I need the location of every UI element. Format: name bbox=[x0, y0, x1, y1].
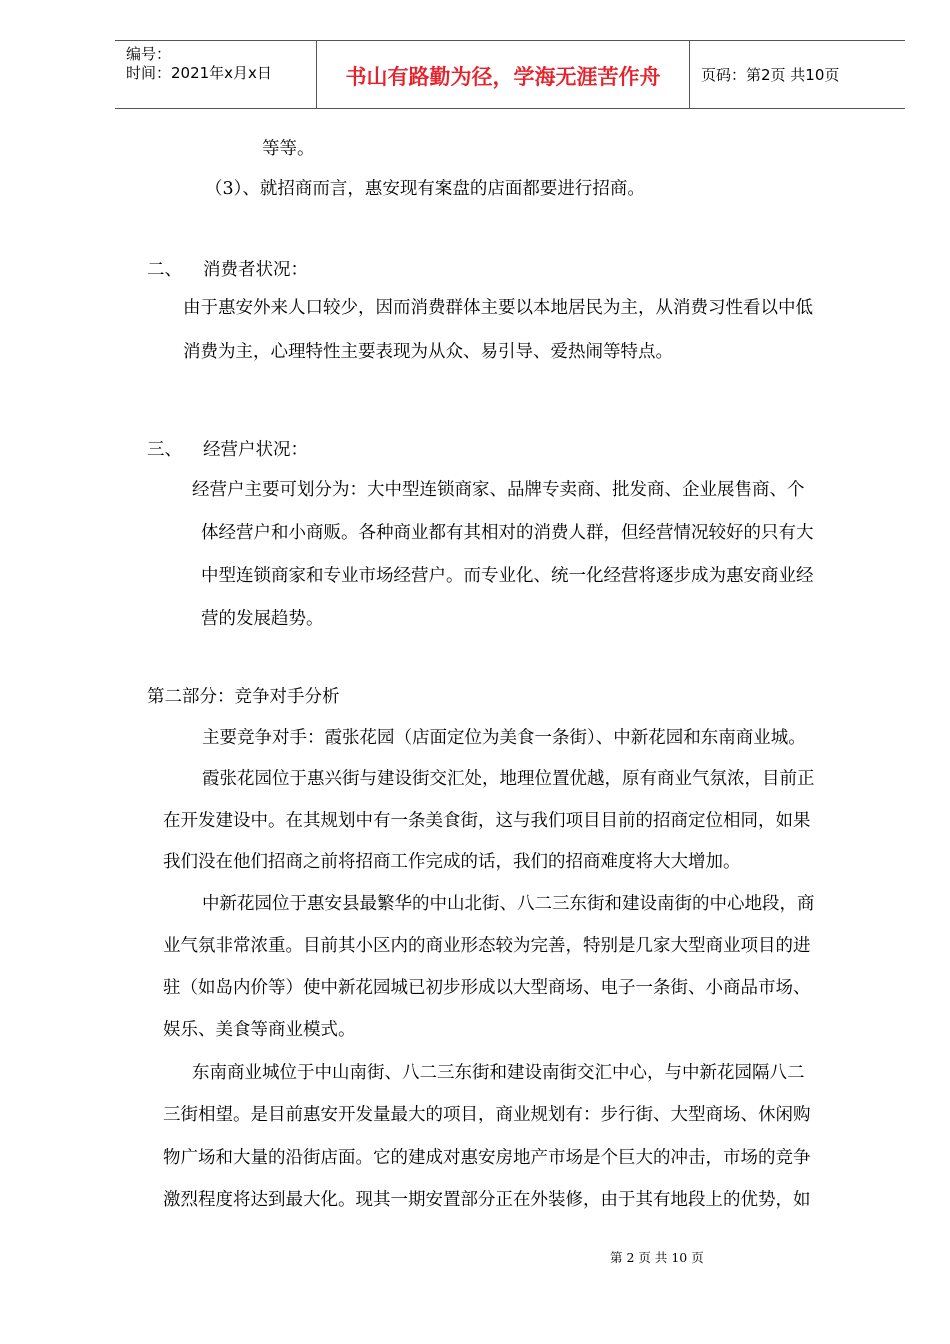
text-line: 体经营户和小商贩。各种商业都有其相对的消费人群，但经营情况较好的只有大 bbox=[201, 523, 814, 543]
text-line: 营的发展趋势。 bbox=[201, 609, 324, 629]
text-line: 我们没在他们招商之前将招商工作完成的话，我们的招商难度将大大增加。 bbox=[163, 852, 741, 872]
text-line: 等等。 bbox=[262, 139, 315, 159]
page-footer: 第 2 页 共 10 页 bbox=[610, 1250, 704, 1265]
part-heading: 第二部分：竞争对手分析 bbox=[147, 687, 340, 707]
text-line: 物广场和大量的沿街店面。它的建成对惠安房地产市场是个巨大的冲击，市场的竞争 bbox=[163, 1148, 811, 1168]
text-line: 消费为主，心理特性主要表现为从众、易引导、爱热闹等特点。 bbox=[183, 342, 673, 362]
text-line: 三街相望。是目前惠安开发量最大的项目，商业规划有：步行街、大型商场、休闲购 bbox=[163, 1105, 811, 1125]
section-number: 三、 bbox=[147, 440, 182, 460]
text-line: 由于惠安外来人口较少，因而消费群体主要以本地居民为主，从消费习性看以中低 bbox=[183, 298, 813, 318]
text-line: 经营户主要可划分为：大中型连锁商家、品牌专卖商、批发商、企业展售商、个 bbox=[192, 480, 805, 500]
header-divider bbox=[689, 41, 690, 108]
text-line: 娱乐、美食等商业模式。 bbox=[163, 1020, 356, 1040]
page-header bbox=[115, 40, 905, 109]
text-line: 驻（如岛内价等）使中新花园城已初步形成以大型商场、电子一条街、小商品市场、 bbox=[163, 978, 811, 998]
text-line: 激烈程度将达到最大化。现其一期安置部分正在外装修，由于其有地段上的优势，如 bbox=[163, 1190, 811, 1210]
date-label: 时间：2021年x月x日 bbox=[126, 64, 272, 82]
section-heading: 消费者状况： bbox=[203, 260, 308, 280]
header-page-info: 页码：第2页 共10页 bbox=[701, 66, 840, 84]
header-motto: 书山有路勤为径，学海无涯苦作舟 bbox=[345, 65, 661, 89]
text-line: 在开发建设中。在其规划中有一条美食街，这与我们项目目前的招商定位相同，如果 bbox=[163, 811, 811, 831]
section-heading: 经营户状况： bbox=[203, 440, 308, 460]
text-line: 业气氛非常浓重。目前其小区内的商业形态较为完善，特别是几家大型商业项目的进 bbox=[163, 936, 811, 956]
text-line: 主要竞争对手：霞张花园（店面定位为美食一条街）、中新花园和东南商业城。 bbox=[202, 728, 806, 748]
text-line: （3）、就招商而言，惠安现有案盘的店面都要进行招商。 bbox=[205, 179, 645, 199]
section-number: 二、 bbox=[147, 260, 182, 280]
text-line: 东南商业城位于中山南街、八二三东街和建设南街交汇中心，与中新花园隔八二 bbox=[192, 1063, 805, 1083]
text-line: 中新花园位于惠安县最繁华的中山北街、八二三东街和建设南街的中心地段，商 bbox=[202, 894, 815, 914]
text-line: 霞张花园位于惠兴街与建设街交汇处，地理位置优越，原有商业气氛浓，目前正 bbox=[202, 769, 815, 789]
text-line: 中型连锁商家和专业市场经营户。而专业化、统一化经营将逐步成为惠安商业经 bbox=[201, 566, 814, 586]
serial-number-label: 编号： bbox=[126, 45, 172, 63]
